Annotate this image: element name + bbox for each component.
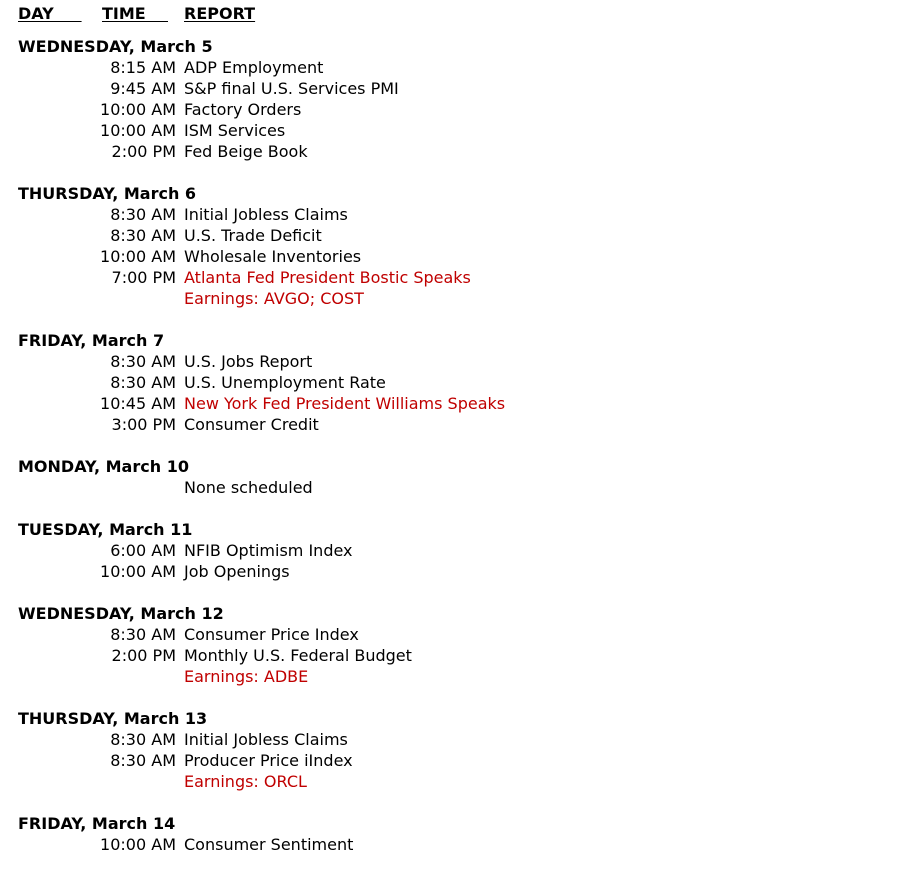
report-name: Consumer Credit — [184, 415, 319, 434]
day-heading: THURSDAY, March 6 — [18, 184, 197, 203]
report-row — [18, 771, 878, 792]
schedule-sections — [18, 36, 878, 855]
report-time: 8:30 AM — [110, 373, 176, 392]
report-name: Job Openings — [184, 562, 290, 581]
day-heading: FRIDAY, March 14 — [18, 814, 176, 833]
report-name: U.S. Trade Deficit — [184, 226, 322, 245]
day-section — [18, 708, 878, 792]
report-row — [18, 351, 878, 372]
report-row — [18, 645, 878, 666]
report-row — [18, 372, 878, 393]
report-name: Monthly U.S. Federal Budget — [184, 646, 412, 665]
report-row — [18, 414, 878, 435]
report-row — [18, 57, 878, 78]
day-section — [18, 456, 878, 498]
report-row — [18, 204, 878, 225]
report-name: Consumer Price Index — [184, 625, 359, 644]
report-time: 9:45 AM — [110, 79, 176, 98]
header-report: REPORT — [184, 4, 256, 23]
day-section — [18, 183, 878, 309]
report-name: U.S. Jobs Report — [184, 352, 313, 371]
report-row — [18, 624, 878, 645]
report-time: 3:00 PM — [111, 415, 176, 434]
report-name: NFIB Optimism Index — [184, 541, 353, 560]
report-time: 8:30 AM — [110, 751, 176, 770]
day-heading: WEDNESDAY, March 12 — [18, 604, 224, 623]
economic-calendar — [18, 3, 878, 855]
report-time: 10:00 AM — [100, 121, 176, 140]
report-row — [18, 393, 878, 414]
report-name: S&P final U.S. Services PMI — [184, 79, 399, 98]
report-name: U.S. Unemployment Rate — [184, 373, 386, 392]
day-heading: WEDNESDAY, March 5 — [18, 37, 213, 56]
report-time: 8:30 AM — [110, 352, 176, 371]
day-section — [18, 330, 878, 435]
report-time: 2:00 PM — [111, 646, 176, 665]
report-name: Initial Jobless Claims — [184, 730, 348, 749]
report-row — [18, 561, 878, 582]
day-heading: MONDAY, March 10 — [18, 457, 189, 476]
report-row — [18, 225, 878, 246]
report-row — [18, 750, 878, 771]
report-row — [18, 666, 878, 687]
report-row — [18, 477, 878, 498]
report-name: Fed Beige Book — [184, 142, 308, 161]
report-name: Producer Price iIndex — [184, 751, 353, 770]
report-name: Initial Jobless Claims — [184, 205, 348, 224]
day-section — [18, 813, 878, 855]
report-row — [18, 288, 878, 309]
report-time: 8:15 AM — [110, 58, 176, 77]
report-time: 8:30 AM — [110, 625, 176, 644]
report-row — [18, 141, 878, 162]
day-heading: FRIDAY, March 7 — [18, 331, 165, 350]
report-name: Consumer Sentiment — [184, 835, 354, 854]
report-time: 10:00 AM — [100, 562, 176, 581]
report-time: 8:30 AM — [110, 730, 176, 749]
report-name-highlighted: Earnings: ORCL — [184, 772, 307, 791]
report-time: 6:00 AM — [110, 541, 176, 560]
report-row — [18, 246, 878, 267]
day-heading: THURSDAY, March 13 — [18, 709, 208, 728]
report-time: 10:00 AM — [100, 835, 176, 854]
report-row — [18, 120, 878, 141]
report-row — [18, 834, 878, 855]
report-name-highlighted: Earnings: ADBE — [184, 667, 309, 686]
report-time: 7:00 PM — [111, 268, 176, 287]
report-row — [18, 540, 878, 561]
report-row — [18, 99, 878, 120]
report-name: Factory Orders — [184, 100, 302, 119]
header-time: TIME — [102, 4, 168, 23]
report-row — [18, 267, 878, 288]
report-time: 10:00 AM — [100, 100, 176, 119]
report-name-highlighted: Atlanta Fed President Bostic Speaks — [184, 268, 471, 287]
report-time: 10:45 AM — [100, 394, 176, 413]
column-headers — [18, 3, 878, 24]
day-heading: TUESDAY, March 11 — [18, 520, 193, 539]
report-time: 10:00 AM — [100, 247, 176, 266]
report-row — [18, 729, 878, 750]
report-name-highlighted: New York Fed President Williams Speaks — [184, 394, 506, 413]
report-name: None scheduled — [184, 478, 313, 497]
report-name: Wholesale Inventories — [184, 247, 362, 266]
report-name: ADP Employment — [184, 58, 324, 77]
report-time: 8:30 AM — [110, 205, 176, 224]
report-name: ISM Services — [184, 121, 286, 140]
report-name-highlighted: Earnings: AVGO; COST — [184, 289, 364, 308]
day-section — [18, 519, 878, 582]
day-section — [18, 603, 878, 687]
report-time: 8:30 AM — [110, 226, 176, 245]
report-row — [18, 78, 878, 99]
header-day: DAY — [18, 4, 82, 23]
day-section — [18, 36, 878, 162]
report-time: 2:00 PM — [111, 142, 176, 161]
